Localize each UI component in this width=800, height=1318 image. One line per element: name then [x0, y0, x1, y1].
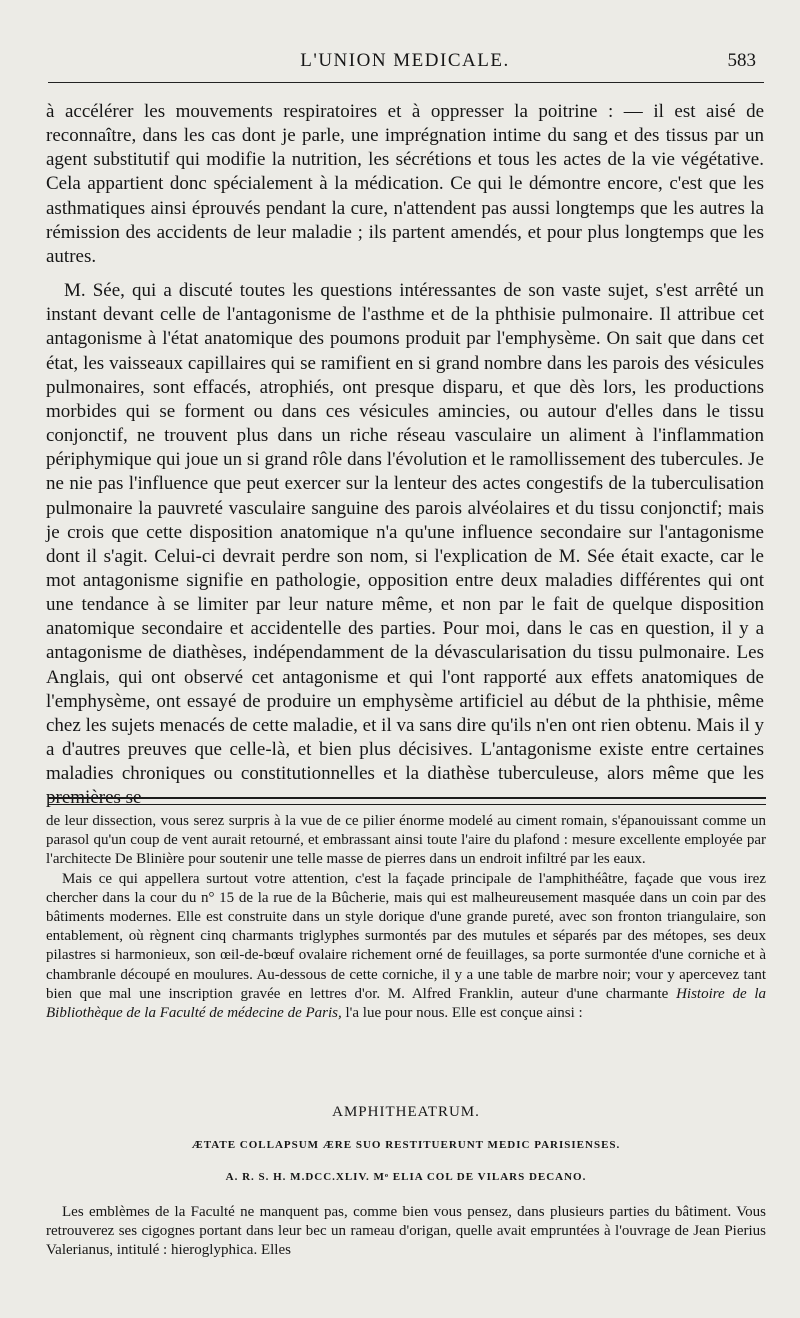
- main-paragraph-1: à accélérer les mouvements respiratoires et à oppresser la poitrine : — il est aisé de reconnaître, dans les cas dont je parle, une imprégnation intime du sang et des tissus par un agent substitutif qui modifie la nutrition, les sécrétions et tous les actes de la vie végétative. Cela appartient donc spécialement à la médication. Ce qui le démontre encore, c'est que les asthmatiques ainsi éprouvés pendant la cure, n'attendent pas aussi longtemps que les autres la rémission des accidents de leur maladie ; ils partent amendés, et pour plus longtemps que les autres.: [46, 101, 764, 267]
- feuilleton-paragraph-3-text: Les emblèmes de la Faculté ne manquent pas, comme bien vous pensez, dans plusieurs parties du bâtiment. Vous retrouverez ses cigognes portant dans leur bec un rameau d'origan, quelle avait empruntées à l'ouvrage de Jean Pierius Valerianus, intitulé :: [46, 1204, 766, 1259]
- running-title: L'UNION MEDICALE.: [300, 50, 510, 71]
- running-head: [50, 50, 760, 80]
- feuilleton-paragraph-3-end: Elles: [260, 1242, 291, 1259]
- feuilleton-paragraph-1: de leur dissection, vous serez surpris à la vue de ce pilier énorme modelé au ciment romain, s'épanouissant comme un parasol qu'un coup de vent aurait retourné, et embrassant ainsi toute l'aire du plafond : mesure excellente employée par l'architecte De Blinière pour soutenir une telle masse de pierres dans un endroit infiltré par les eaux.: [46, 813, 766, 868]
- book-title: Histoire de la Bibliothèque de la Faculté de médecine de Paris,: [46, 985, 767, 1022]
- hieroglyphica-title: hieroglyphica.: [170, 1242, 258, 1259]
- feuilleton-paragraph-2-end: l'a lue pour nous. Elle est conçue ainsi :: [345, 1005, 583, 1022]
- main-paragraph-2: M. Sée, qui a discuté toutes les questions intéressantes de son vaste sujet, s'est arrêté un instant devant celle de l'antagonisme de l'asthme et de la phthisie pulmonaire. Il attribue cet antagonisme à l'état anatomique des poumons produit par l'emphysème. On sait que dans cet état, les vaisseaux capillaires qui se ramifient en si grand nombre dans les parois des vésicules pulmonaires, sont effacés, atrophiés, ont presque disparu, et que dès lors, les productions morbides qui se forment ou dans ces vésicules amincies, ou autour d'elles dans le tissu conjonctif, ne trouvent plus dans un riche réseau vasculaire un aliment à l'inflammation périphymique qui joue un si grand rôle dans l'évolution et le ramollissement des tubercules. Je ne nie pas l'influence que peut exercer sur la lenteur des actes congestifs de la tuberculisation pulmonaire la pauvreté vasculaire sanguine des parois alvéolaires et du tissu conjonctif; mais je crois que cette disposition anatomique n'a qu'une influence secondaire sur l'antagonisme dont il s'agit. Celui-ci devrait perdre son nom, si l'explication de M. Sée était exacte, car le mot antagonisme signifie en pathologie, opposition entre deux maladies différentes qui ont une tendance à se limiter par leur nature même, et non par le fait de quelque disposition anatomique secondaire et accidentelle des parties. Pour moi, dans le cas en question, il y a antagonisme de diathèses, indépendamment de la dévascularisation du tissu pulmonaire. Les Anglais, qui ont observé cet antagonisme et qui l'ont rapporté aux effets anatomiques de l'emphysème, ont essayé de produire un emphysème artificiel au début de la phthisie, même chez les sujets menacés de cette maladie, et il va sans dire qu'ils n'en ont rien obtenu. Mais il y a d'autres preuves que celle-là, et bien plus décisives. L'antagonisme existe entre certaines maladies chroniques ou constitutionnelles et la diathèse tuberculeuse, alors même que les premières se: [46, 280, 764, 809]
- feuilleton-divider: [48, 797, 766, 805]
- feuilleton-paragraph-2-text: Mais ce qui appellera surtout votre attention, c'est la façade principale de l'amphithéâtre, façade que vous irez chercher dans la cour du n° 15 de la rue de la Bûcherie, mais qui est malheureusement masquée dans un coin par des bâtiments modernes. Elle est construite dans un style dorique d'une grande pureté, avec son fronton triangulaire, son entablement, où règnent cinq charmants triglyphes surmontés par des mutules et séparés par des métopes, ses deux pilastres si harmonieux, son œil-de-bœuf ovalaire richement orné de feuillages, sa porte surmontée d'une corniche et à chambranle découpé en moulures. Au-dessous de cette corniche, il y a une table de marbre noir; vour y apercevez tant bien que mal une inscription gravée en lettres d'or. M. Alfred Franklin, auteur d'une charmante: [46, 870, 766, 1002]
- page-number: 583: [727, 50, 756, 71]
- inscription-line-3: A. R. S. H. M.DCC.XLIV. Mᵒ ELIA COL DE VILARS DECANO.: [225, 1171, 587, 1183]
- feuilleton: [46, 812, 766, 1023]
- feuilleton-paragraph-2: [46, 870, 766, 1024]
- header-rule: [48, 82, 764, 83]
- inscription-title: AMPHITHEATRUM.: [332, 1104, 480, 1120]
- main-article: [46, 100, 764, 811]
- inscription-line-2: ÆTATE COLLAPSUM ÆRE SUO RESTITUERUNT MEDIC PARISIENSES.: [191, 1139, 621, 1151]
- feuilleton-closing: [46, 1203, 766, 1261]
- feuilleton-paragraph-3: [46, 1203, 766, 1261]
